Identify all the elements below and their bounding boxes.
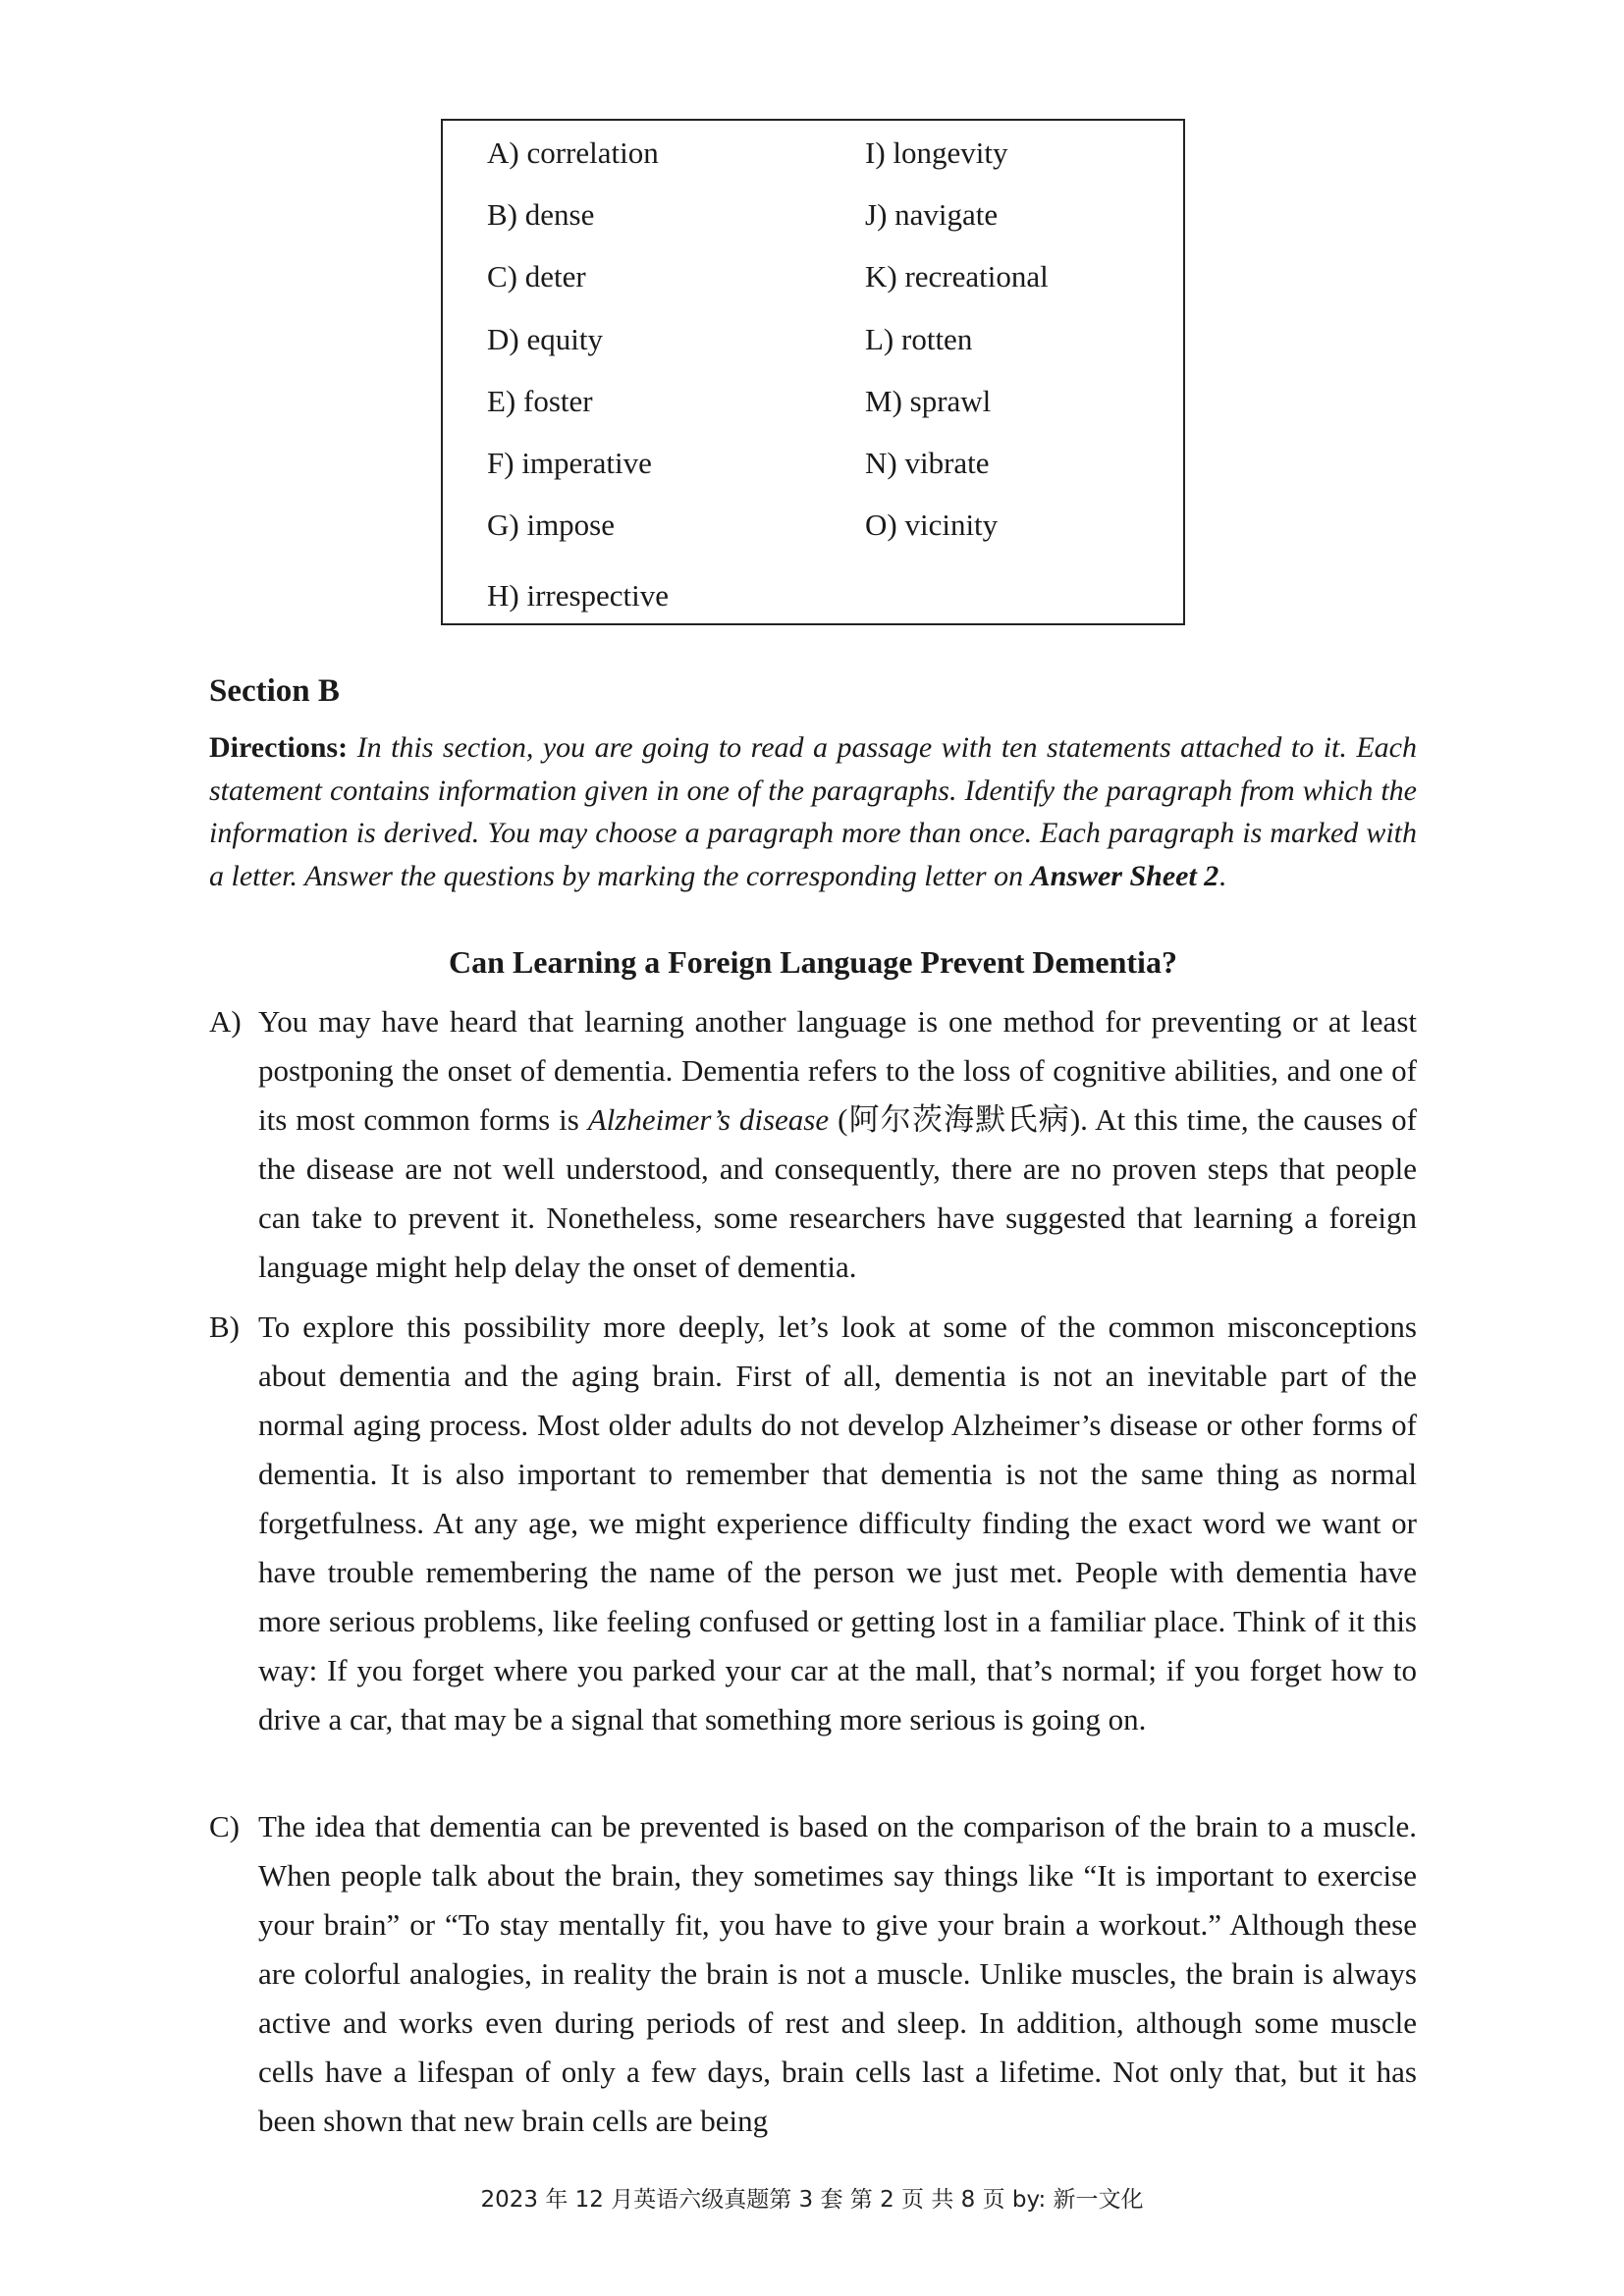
word-bank-option: K) recreational	[865, 259, 1049, 294]
word-bank-option: N) vibrate	[865, 446, 990, 480]
paragraph-italic-term: Alzheimer’s disease	[587, 1102, 830, 1137]
paragraph-letter: B)	[209, 1309, 240, 1344]
directions	[209, 726, 1417, 897]
paragraph-text: (阿尔茨海默氏病). At this time, the causes of the disease are not well understood, and consequently, there are no proven steps that people can take to prevent it. Nonetheless, some researchers have suggested that learning a foreign language might help delay the onset of dementia.	[258, 1102, 1417, 1284]
paragraph-text: You may have heard that learning another language is one method for preventing or at least postponing the onset of dementia. Dementia refers to the loss of cognitive abilities, and one of its most common forms is	[258, 1004, 1417, 1137]
word-bank-option: D) equity	[487, 322, 603, 356]
word-bank-option: E) foster	[487, 384, 593, 418]
word-bank-option: J) navigate	[865, 197, 999, 232]
word-bank-option: M) sprawl	[865, 384, 992, 418]
paragraph-text: The idea that dementia can be prevented is based on the comparison of the brain to a muscle. When people talk about the brain, they sometimes say things like “It is important to exercise your brain” or “To stay mentally fit, you have to give your brain a workout.” Although these are colorful analogies, in reality the brain is not a muscle. Unlike muscles, the brain is always active and works even during periods of rest and sleep. In addition, although some muscle cells have a lifespan of only a few days, brain cells last a lifetime. Not only that, but it has been shown that new brain cells are being	[258, 1809, 1417, 2138]
directions-label: Directions:	[209, 731, 349, 764]
word-bank-option: A) correlation	[487, 135, 659, 170]
paragraph-a	[209, 997, 1417, 1292]
word-bank-option: G) impose	[487, 507, 616, 542]
word-bank-option: F) imperative	[487, 446, 652, 480]
word-bank-box	[441, 119, 1185, 625]
word-bank-option: L) rotten	[865, 322, 973, 356]
answer-sheet-ref: Answer Sheet 2	[1030, 859, 1219, 892]
paragraph-letter: A)	[209, 1004, 242, 1039]
paragraph-letter: C)	[209, 1809, 240, 1843]
word-bank-option: B) dense	[487, 197, 595, 232]
passage-title: Can Learning a Foreign Language Prevent Dementia?	[449, 944, 1177, 980]
word-bank-option: I) longevity	[865, 135, 1008, 170]
word-bank-option: H) irrespective	[487, 578, 670, 613]
paragraph-text: To explore this possibility more deeply, let’s look at some of the common misconceptions about dementia and the aging brain. First of all, dementia is not an inevitable part of the normal aging process. Most older adults do not develop Alzheimer’s disease or other forms of dementia. It is also important to remember that dementia is not the same thing as normal forgetfulness. At any age, we might experience difficulty finding the exact word we want or have trouble remembering the name of the person we just met. People with dementia have more serious problems, like feeling confused or getting lost in a familiar place. Think of it this way: If you forget where you parked your car at the mall, that’s normal; if you forget how to drive a car, that may be a signal that something more serious is going on.	[258, 1309, 1417, 1736]
section-title: Section B	[209, 673, 340, 709]
word-bank-option: C) deter	[487, 259, 586, 294]
directions-text: In this section, you are going to read a passage with ten statements attached to it. Each statement contains information given in one of the paragraphs. Identify the paragraph from which the information is derived. You may choose a paragraph more than once. Each paragraph is marked with a letter. Answer the questions by marking the corresponding letter on	[209, 731, 1417, 892]
page-footer: 2023 年 12 月英语六级真题第 3 套 第 2 页 共 8 页 by: 新一文化	[480, 2187, 1144, 2213]
paragraph-c	[209, 1802, 1417, 2146]
paragraph-b	[209, 1303, 1417, 1744]
directions-end: .	[1218, 859, 1226, 892]
word-bank-option: O) vicinity	[865, 507, 999, 542]
